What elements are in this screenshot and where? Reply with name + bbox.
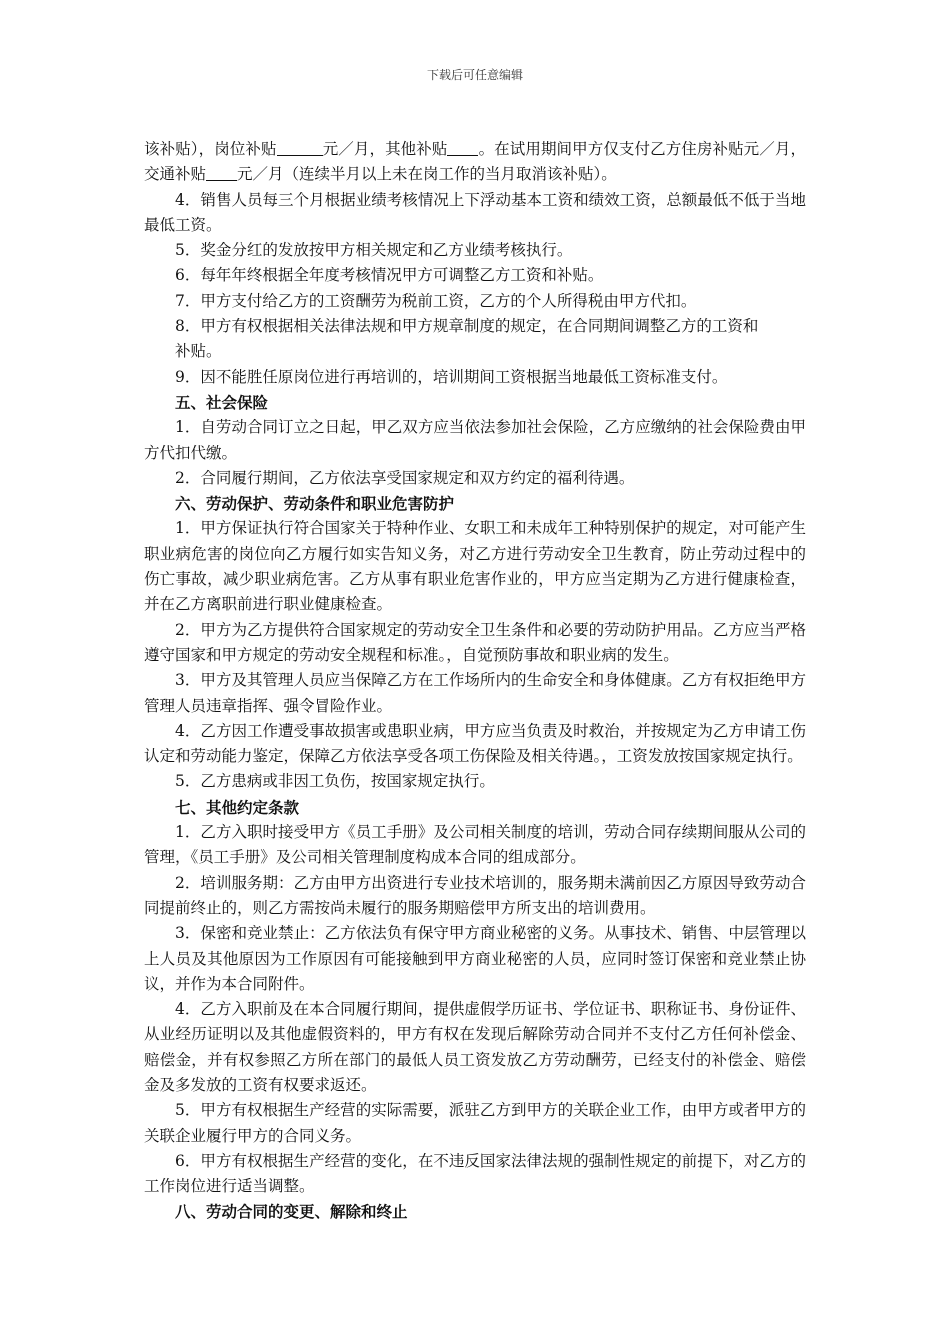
clause-item-continuation: 补贴。 bbox=[175, 342, 222, 361]
text: 元／月，其他补贴 bbox=[322, 140, 448, 158]
section-heading: 七、其他约定条款 bbox=[175, 797, 300, 817]
text: 。在试用期间甲方仅支付乙方住房补贴元／月，交通补贴 bbox=[144, 140, 806, 184]
clause-item: 6．每年年终根据全年度考核情况甲方可调整乙方工资和补贴。 bbox=[175, 266, 604, 285]
clause-item: 4．乙方因工作遭受事故损害或患职业病，甲方应当负责及时救治，并按规定为乙方申请工伤认定和劳动能力鉴定，保障乙方依法享受各项工伤保险及相关待遇。，工资发放按国家规定执行。 bbox=[144, 721, 806, 766]
blank-line bbox=[277, 140, 323, 156]
clause-item: 3．保密和竞业禁止：乙方依法负有保守甲方商业秘密的义务。从事技术、销售、中层管理以上人员及其他原因为工作原因有可能接触到甲方商业秘密的人员，应同时签订保密和竞业禁止协议，并作为本合同附件。 bbox=[144, 924, 806, 993]
clause-item: 9．因不能胜任原岗位进行再培训的，培训期间工资根据当地最低工资标准支付。 bbox=[175, 367, 728, 386]
text: 元／月（连续半月以上未在岗工作的当月取消该补贴）。 bbox=[237, 165, 617, 184]
page-header: 下载后可任意编辑 bbox=[426, 68, 523, 82]
clause-item: 1．自劳动合同订立之日起，甲乙双方应当依法参加社会保险，乙方应缴纳的社会保险费由甲方代扣代缴。 bbox=[144, 418, 806, 462]
clause-item: 1．乙方入职时接受甲方《员工手册》及公司相关制度的培训，劳动合同存续期间服从公司的管理，《员工手册》及公司相关管理制度构成本合同的组成部分。 bbox=[144, 823, 806, 867]
text: 该补贴），岗位补贴 bbox=[144, 140, 277, 158]
clause-item: 5．奖金分红的发放按甲方相关规定和乙方业绩考核执行。 bbox=[175, 241, 573, 260]
clause-item: 7．甲方支付给乙方的工资酬劳为税前工资，乙方的个人所得税由甲方代扣。 bbox=[175, 291, 697, 310]
section-heading: 八、劳动合同的变更、解除和终止 bbox=[175, 1202, 408, 1222]
clause-item: 2．甲方为乙方提供符合国家规定的劳动安全卫生条件和必要的劳动防护用品。乙方应当严格遵守国家和甲方规定的劳动安全规程和标准。，自觉预防事故和职业病的发生。 bbox=[144, 620, 806, 664]
clause-item: 5．甲方有权根据生产经营的实际需要，派驻乙方到甲方的关联企业工作，由甲方或者甲方的关联企业履行甲方的合同义务。 bbox=[144, 1101, 806, 1145]
blank-line bbox=[206, 165, 237, 181]
clause-item: 8．甲方有权根据相关法律法规和甲方规章制度的规定，在合同期间调整乙方的工资和 bbox=[175, 317, 759, 336]
clause-item: 2．培训服务期：乙方由甲方出资进行专业技术培训的，服务期未满前因乙方原因导致劳动合同提前终止的，则乙方需按尚未履行的服务期赔偿甲方所支出的培训费用。 bbox=[144, 873, 806, 917]
clause-item: 6．甲方有权根据生产经营的变化，在不违反国家法律法规的强制性规定的前提下，对乙方的工作岗位进行适当调整。 bbox=[144, 1151, 806, 1196]
clause-item: 2．合同履行期间，乙方依法享受国家规定和双方约定的福利待遇。 bbox=[175, 468, 635, 487]
clause-item: 4．销售人员每三个月根据业绩考核情况上下浮动基本工资和绩效工资，总额最低不低于当地最低工资。 bbox=[144, 190, 806, 234]
clause-item: 4．乙方入职前及在本合同履行期间，提供虚假学历证书、学位证书、职称证书、身份证件、从业经历证明以及其他虚假资料的，甲方有权在发现后解除劳动合同并不支付乙方任何补偿金、赔偿金，并有权参照乙方所在部门的最低人员工资发放乙方劳动酬劳，已经支付的补偿金、赔偿金及多发放的工资有权要求返还。 bbox=[144, 1000, 806, 1094]
section-heading: 六、劳动保护、劳动条件和职业危害防护 bbox=[175, 494, 455, 514]
blank-line bbox=[447, 140, 478, 156]
paragraph-subsidy bbox=[144, 137, 806, 188]
clause-item: 1．甲方保证执行符合国家关于特种作业、女职工和未成年工种特别保护的规定，对可能产生职业病危害的岗位向乙方履行如实告知义务，对乙方进行劳动安全卫生教育，防止劳动过程中的伤亡事故，减少职业病危害。乙方从事有职业危害作业的，甲方应当定期为乙方进行健康检查，并在乙方离职前进行职业健康检查。 bbox=[144, 519, 806, 614]
document-body bbox=[144, 137, 806, 1225]
clause-item: 5．乙方患病或非因工负伤，按国家规定执行。 bbox=[175, 772, 495, 791]
section-heading: 五、社会保险 bbox=[175, 392, 269, 412]
clause-item: 3．甲方及其管理人员应当保障乙方在工作场所内的生命安全和身体健康。乙方有权拒绝甲方管理人员违章指挥、强令冒险作业。 bbox=[144, 671, 806, 715]
